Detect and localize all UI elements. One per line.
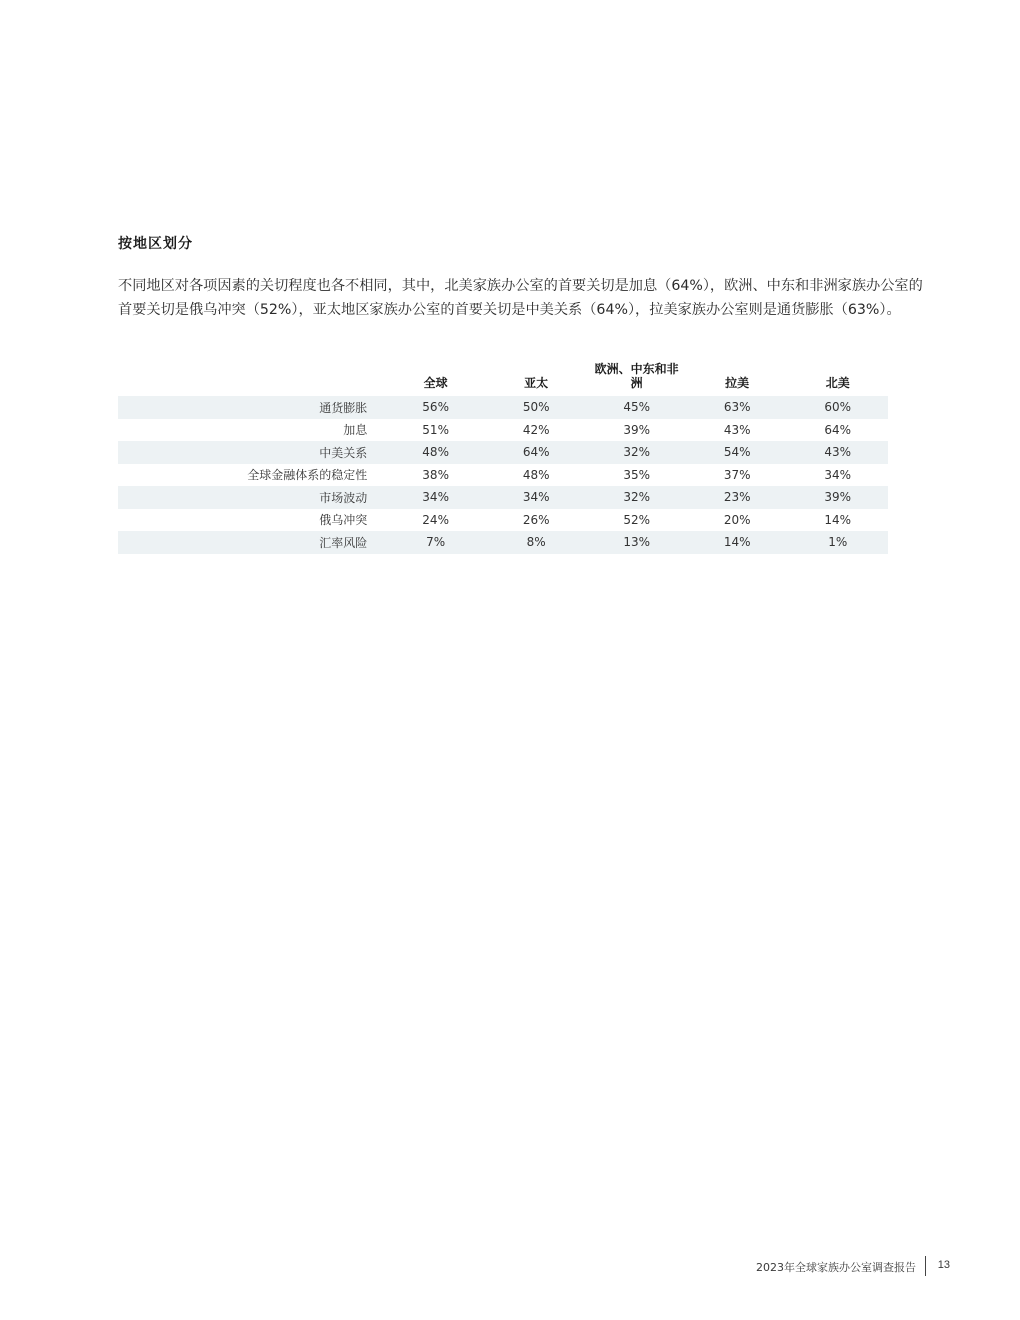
value-cell: 56% xyxy=(385,396,486,419)
value-cell: 48% xyxy=(385,441,486,464)
value-cell: 1% xyxy=(787,531,888,554)
header-gap-cell xyxy=(367,356,385,396)
row-gap xyxy=(367,464,385,487)
value-cell: 14% xyxy=(824,512,852,527)
value-cell: 13% xyxy=(586,531,687,554)
value-cell: 32% xyxy=(586,486,687,509)
footer-divider xyxy=(925,1256,926,1276)
value-cell: 39% xyxy=(623,422,650,437)
value-cell: 23% xyxy=(687,486,788,509)
value-cell: 54% xyxy=(687,441,788,464)
table-row xyxy=(118,441,888,464)
value-cell: 39% xyxy=(787,486,888,509)
table-row xyxy=(118,509,888,532)
header-label-cell xyxy=(118,356,367,396)
row-label: 汇率风险 xyxy=(118,531,367,554)
value-cell: 34% xyxy=(824,467,852,482)
value-cell: 50% xyxy=(486,396,587,419)
intro-text: 不同地区对各项因素的关切程度也各不相同，其中，北美家族办公室的首要关切是加息（64%），欧洲、中东和非洲家族办公室的首要关切是俄乌冲突（52%），亚太地区家族办公室的首要关切是中美关系（64%），拉美家族办公室则是通货膨胀（63%）。 xyxy=(118,278,923,318)
value-cell: 37% xyxy=(723,467,751,482)
header-emea xyxy=(586,356,687,396)
value-cell: 52% xyxy=(623,512,650,527)
report-title: 2023年全球家族办公室调查报告 xyxy=(756,1261,916,1274)
value-cell: 35% xyxy=(623,467,650,482)
header-global: 全球 xyxy=(423,376,448,390)
table-row xyxy=(118,464,888,487)
value-cell: 63% xyxy=(687,396,788,419)
row-gap xyxy=(367,509,385,532)
table-row xyxy=(118,531,888,554)
table-header-row xyxy=(118,356,888,396)
value-cell: 45% xyxy=(586,396,687,419)
value-cell: 43% xyxy=(723,422,751,437)
row-gap xyxy=(367,486,385,509)
value-cell: 26% xyxy=(522,512,550,527)
value-cell: 24% xyxy=(422,512,449,527)
value-cell: 64% xyxy=(486,441,587,464)
page-footer xyxy=(700,1256,950,1276)
value-cell: 20% xyxy=(723,512,751,527)
table-row xyxy=(118,486,888,509)
value-cell: 60% xyxy=(787,396,888,419)
row-gap xyxy=(367,419,385,442)
header-apac: 亚太 xyxy=(524,376,549,390)
value-cell: 48% xyxy=(522,467,550,482)
value-cell: 7% xyxy=(385,531,486,554)
row-label: 中美关系 xyxy=(118,441,367,464)
value-cell: 51% xyxy=(422,422,449,437)
table-row xyxy=(118,396,888,419)
row-label: 通货膨胀 xyxy=(118,396,367,419)
value-cell: 34% xyxy=(385,486,486,509)
value-cell: 34% xyxy=(486,486,587,509)
row-label: 全球金融体系的稳定性 xyxy=(247,468,368,483)
table-row xyxy=(118,419,888,442)
value-cell: 64% xyxy=(824,422,852,437)
value-cell: 42% xyxy=(522,422,550,437)
intro-paragraph xyxy=(118,274,928,322)
value-cell: 8% xyxy=(486,531,587,554)
row-label: 市场波动 xyxy=(118,486,367,509)
row-label: 俄乌冲突 xyxy=(319,513,368,528)
row-gap xyxy=(367,441,385,464)
section-title: 按地区划分 xyxy=(118,236,193,252)
header-emea-label: 欧洲、中东和非洲 xyxy=(594,362,679,390)
header-north-america: 北美 xyxy=(825,376,850,390)
region-concerns-table xyxy=(118,356,888,554)
header-latam: 拉美 xyxy=(725,376,750,390)
value-cell: 38% xyxy=(422,467,449,482)
row-gap xyxy=(367,531,385,554)
row-label: 加息 xyxy=(343,423,368,438)
page-number: 13 xyxy=(937,1259,950,1271)
value-cell: 43% xyxy=(787,441,888,464)
row-gap xyxy=(367,396,385,419)
value-cell: 14% xyxy=(687,531,788,554)
value-cell: 32% xyxy=(586,441,687,464)
